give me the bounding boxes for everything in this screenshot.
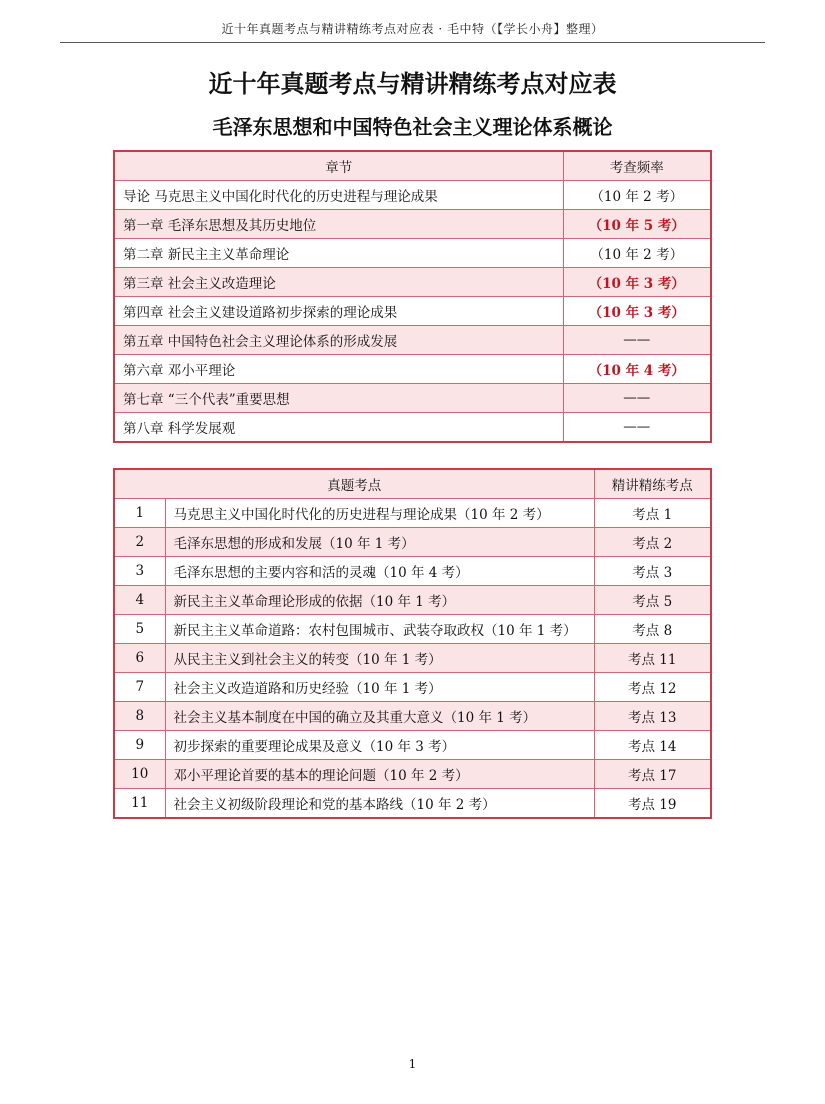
row-number-cell: 11 — [114, 789, 165, 819]
reference-cell: 考点 5 — [594, 586, 711, 615]
chapter-cell: 第六章 邓小平理论 — [114, 355, 563, 384]
page-subtitle: 毛泽东思想和中国特色社会主义理论体系概论 — [212, 115, 613, 139]
table-row — [114, 731, 711, 760]
topic-cell: 社会主义基本制度在中国的确立及其重大意义（10 年 1 考） — [165, 702, 594, 731]
reference-cell: 考点 1 — [594, 499, 711, 528]
reference-cell: 考点 3 — [594, 557, 711, 586]
frequency-cell: （10 年 4 考） — [563, 355, 711, 384]
running-header: 近十年真题考点与精讲精练考点对应表 · 毛中特（【学长小舟】整理） — [221, 22, 604, 36]
table-row — [114, 499, 711, 528]
table-row — [114, 297, 711, 326]
header-divider — [60, 42, 765, 43]
topic-cell: 邓小平理论首要的基本的理论问题（10 年 2 考） — [165, 760, 594, 789]
table-row — [114, 615, 711, 644]
topic-cell: 从民主主义到社会主义的转变（10 年 1 考） — [165, 644, 594, 673]
reference-cell: 考点 8 — [594, 615, 711, 644]
row-number-cell: 2 — [114, 528, 165, 557]
row-number-cell: 5 — [114, 615, 165, 644]
table-row — [114, 644, 711, 673]
column-header-chapter: 章节 — [114, 151, 563, 181]
frequency-cell: （10 年 3 考） — [563, 268, 711, 297]
frequency-cell: —— — [563, 384, 711, 413]
row-number-cell: 7 — [114, 673, 165, 702]
frequency-cell: （10 年 3 考） — [563, 297, 711, 326]
table-row — [114, 413, 711, 443]
reference-cell: 考点 19 — [594, 789, 711, 819]
frequency-cell: （10 年 2 考） — [563, 181, 711, 210]
row-number-cell: 8 — [114, 702, 165, 731]
table-row — [114, 760, 711, 789]
chapter-cell: 第八章 科学发展观 — [114, 413, 563, 443]
table-row — [114, 355, 711, 384]
page-number: 1 — [408, 1057, 417, 1071]
reference-cell: 考点 12 — [594, 673, 711, 702]
row-number-cell: 3 — [114, 557, 165, 586]
table-row — [114, 557, 711, 586]
column-header-reference: 精讲精练考点 — [594, 469, 711, 499]
topic-cell: 毛泽东思想的主要内容和活的灵魂（10 年 4 考） — [165, 557, 594, 586]
table-row — [114, 326, 711, 355]
frequency-cell: —— — [563, 326, 711, 355]
chapter-cell: 导论 马克思主义中国化时代化的历史进程与理论成果 — [114, 181, 563, 210]
row-number-cell: 9 — [114, 731, 165, 760]
frequency-cell: （10 年 2 考） — [563, 239, 711, 268]
chapter-cell: 第四章 社会主义建设道路初步探索的理论成果 — [114, 297, 563, 326]
row-number-cell: 1 — [114, 499, 165, 528]
table-row — [114, 239, 711, 268]
frequency-cell: （10 年 5 考） — [563, 210, 711, 239]
column-header-topic: 真题考点 — [114, 469, 594, 499]
reference-cell: 考点 14 — [594, 731, 711, 760]
chapter-cell: 第三章 社会主义改造理论 — [114, 268, 563, 297]
chapter-frequency-table — [113, 150, 712, 443]
table-row — [114, 702, 711, 731]
chapter-cell: 第二章 新民主主义革命理论 — [114, 239, 563, 268]
table-row — [114, 384, 711, 413]
table-row — [114, 181, 711, 210]
table-header-row — [114, 469, 711, 499]
exam-points-table — [113, 468, 712, 819]
row-number-cell: 6 — [114, 644, 165, 673]
topic-cell: 初步探索的重要理论成果及意义（10 年 3 考） — [165, 731, 594, 760]
reference-cell: 考点 17 — [594, 760, 711, 789]
reference-cell: 考点 11 — [594, 644, 711, 673]
topic-cell: 新民主主义革命理论形成的依据（10 年 1 考） — [165, 586, 594, 615]
frequency-cell: —— — [563, 413, 711, 443]
topic-cell: 毛泽东思想的形成和发展（10 年 1 考） — [165, 528, 594, 557]
reference-cell: 考点 13 — [594, 702, 711, 731]
row-number-cell: 4 — [114, 586, 165, 615]
topic-cell: 社会主义改造道路和历史经验（10 年 1 考） — [165, 673, 594, 702]
table-row — [114, 268, 711, 297]
column-header-frequency: 考查频率 — [563, 151, 711, 181]
table-row — [114, 210, 711, 239]
topic-cell: 社会主义初级阶段理论和党的基本路线（10 年 2 考） — [165, 789, 594, 819]
row-number-cell: 10 — [114, 760, 165, 789]
reference-cell: 考点 2 — [594, 528, 711, 557]
topic-cell: 马克思主义中国化时代化的历史进程与理论成果（10 年 2 考） — [165, 499, 594, 528]
table-row — [114, 789, 711, 819]
topic-cell: 新民主主义革命道路：农村包围城市、武装夺取政权（10 年 1 考） — [165, 615, 594, 644]
chapter-cell: 第七章 “三个代表”重要思想 — [114, 384, 563, 413]
table-row — [114, 528, 711, 557]
page-title: 近十年真题考点与精讲精练考点对应表 — [208, 69, 617, 98]
table-header-row — [114, 151, 711, 181]
table-row — [114, 673, 711, 702]
chapter-cell: 第一章 毛泽东思想及其历史地位 — [114, 210, 563, 239]
chapter-cell: 第五章 中国特色社会主义理论体系的形成发展 — [114, 326, 563, 355]
table-row — [114, 586, 711, 615]
